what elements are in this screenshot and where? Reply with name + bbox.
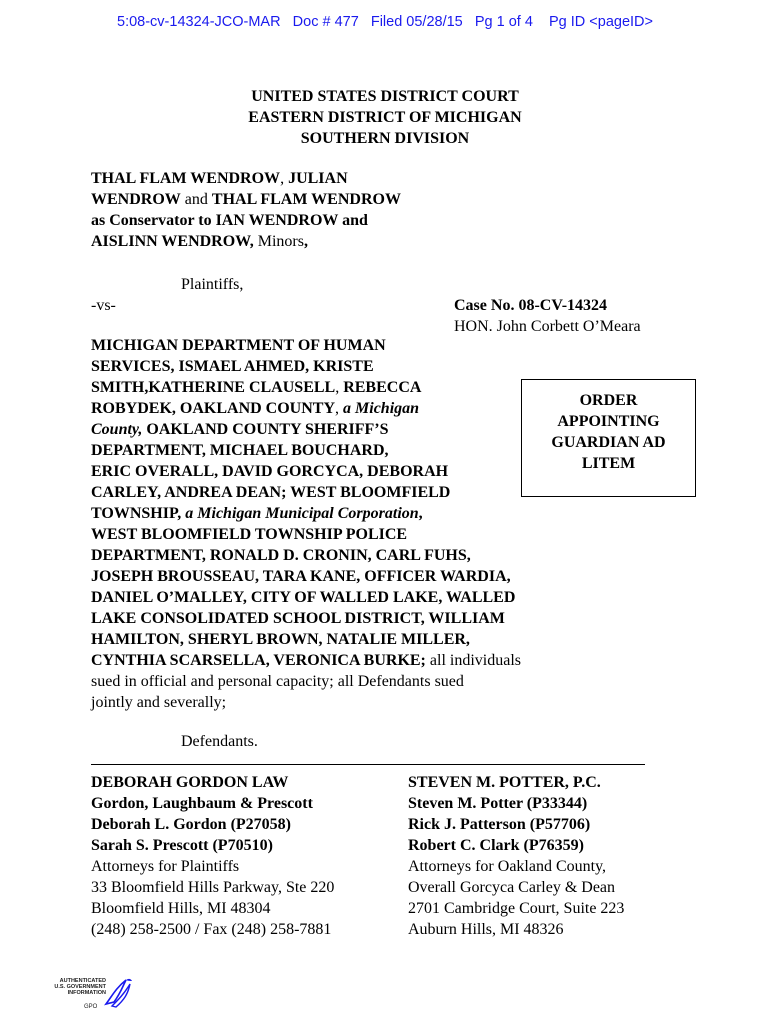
plaintiffs-line-1: THAL FLAM WENDROW, JULIAN: [91, 170, 348, 187]
court-division: SOUTHERN DIVISION: [300, 130, 470, 147]
defendants-line: DEPARTMENT, RONALD D. CRONIN, CARL FUHS,: [91, 547, 471, 564]
versus-label: -vs-: [91, 297, 116, 314]
defendants-line: County, OAKLAND COUNTY SHERIFF’S: [91, 421, 389, 438]
defendants-line: HAMILTON, SHERYL BROWN, NATALIE MILLER,: [91, 631, 470, 648]
plaintiffs-line-4: AISLINN WENDROW, Minors,: [91, 233, 308, 250]
counsel-address: Auburn Hills, MI 48326: [408, 921, 564, 938]
counsel-attorney: Robert C. Clark (P76359): [408, 837, 584, 854]
defendants-counsel: [408, 772, 624, 940]
gpo-seal-line: INFORMATION: [67, 990, 106, 996]
plaintiffs-block: [91, 168, 401, 252]
court-caption: [0, 86, 770, 149]
counsel-firm: STEVEN M. POTTER, P.C.: [408, 774, 601, 791]
counsel-role-2: Overall Gorcyca Carley & Dean: [408, 879, 616, 896]
defendants-line: jointly and severally;: [91, 694, 227, 711]
plaintiffs-counsel: [91, 772, 334, 940]
counsel-firm-2: Gordon, Laughbaum & Prescott: [91, 795, 313, 812]
plaintiffs-line-2: WENDROW and THAL FLAM WENDROW: [91, 191, 401, 208]
court-name: UNITED STATES DISTRICT COURT: [251, 88, 519, 105]
case-number: Case No. 08-CV-14324: [454, 297, 608, 314]
counsel-firm: DEBORAH GORDON LAW: [91, 774, 289, 791]
counsel-role: Attorneys for Plaintiffs: [91, 858, 240, 875]
counsel-phone: (248) 258-2500 / Fax (248) 258-7881: [91, 921, 332, 938]
separator-rule: [91, 764, 645, 765]
defendants-label: Defendants.: [181, 733, 258, 750]
defendants-line: DANIEL O’MALLEY, CITY OF WALLED LAKE, WALLED: [91, 589, 516, 606]
counsel-attorney: Deborah L. Gordon (P27058): [91, 816, 291, 833]
order-title-line: APPOINTING: [557, 413, 660, 430]
gpo-authentication-seal: [44, 974, 134, 1014]
counsel-attorney: Sarah S. Prescott (P70510): [91, 837, 273, 854]
defendants-line: MICHIGAN DEPARTMENT OF HUMAN: [91, 337, 386, 354]
defendants-block: [91, 335, 521, 713]
defendants-line: CYNTHIA SCARSELLA, VERONICA BURKE; all individuals: [91, 652, 521, 669]
defendants-line: JOSEPH BROUSSEAU, TARA KANE, OFFICER WARDIA,: [91, 568, 511, 585]
defendants-line: TOWNSHIP, a Michigan Municipal Corporation,: [91, 505, 423, 522]
defendants-line: SMITH,KATHERINE CLAUSELL, REBECCA: [91, 379, 422, 396]
order-title-line: GUARDIAN AD: [551, 434, 666, 451]
defendants-line: ERIC OVERALL, DAVID GORCYCA, DEBORAH: [91, 463, 449, 480]
ecf-header: 5:08-cv-14324-JCO-MAR Doc # 477 Filed 05/28/15 Pg 1 of 4 Pg ID <pageID>: [117, 14, 653, 30]
order-title-line: LITEM: [581, 455, 636, 472]
gpo-seal-line: U.S. GOVERNMENT: [54, 984, 106, 990]
counsel-address: 33 Bloomfield Hills Parkway, Ste 220: [91, 879, 335, 896]
defendants-line: CARLEY, ANDREA DEAN; WEST BLOOMFIELD: [91, 484, 451, 501]
eagle-icon: [102, 974, 134, 1012]
counsel-attorney: Steven M. Potter (P33344): [408, 795, 588, 812]
defendants-line: DEPARTMENT, MICHAEL BOUCHARD,: [91, 442, 389, 459]
gpo-label: GPO: [84, 1004, 98, 1010]
gpo-seal-text: [44, 978, 106, 996]
order-title-line: ORDER: [579, 392, 638, 409]
counsel-role: Attorneys for Oakland County,: [408, 858, 607, 875]
counsel-attorney: Rick J. Patterson (P57706): [408, 816, 591, 833]
order-title-box: [521, 379, 696, 497]
defendants-line: LAKE CONSOLIDATED SCHOOL DISTRICT, WILLIAM: [91, 610, 505, 627]
defendants-line: SERVICES, ISMAEL AHMED, KRISTE: [91, 358, 374, 375]
defendants-line: sued in official and personal capacity; all Defendants sued: [91, 673, 464, 690]
judge-name: HON. John Corbett O’Meara: [454, 318, 641, 335]
court-district: EASTERN DISTRICT OF MICHIGAN: [248, 109, 522, 126]
counsel-address: Bloomfield Hills, MI 48304: [91, 900, 271, 917]
defendants-line: ROBYDEK, OAKLAND COUNTY, a Michigan: [91, 400, 420, 417]
counsel-address: 2701 Cambridge Court, Suite 223: [408, 900, 625, 917]
plaintiffs-label: Plaintiffs,: [181, 276, 244, 293]
gpo-seal-line: AUTHENTICATED: [59, 978, 106, 984]
plaintiffs-line-3: as Conservator to IAN WENDROW and: [91, 212, 368, 229]
defendants-line: WEST BLOOMFIELD TOWNSHIP POLICE: [91, 526, 408, 543]
